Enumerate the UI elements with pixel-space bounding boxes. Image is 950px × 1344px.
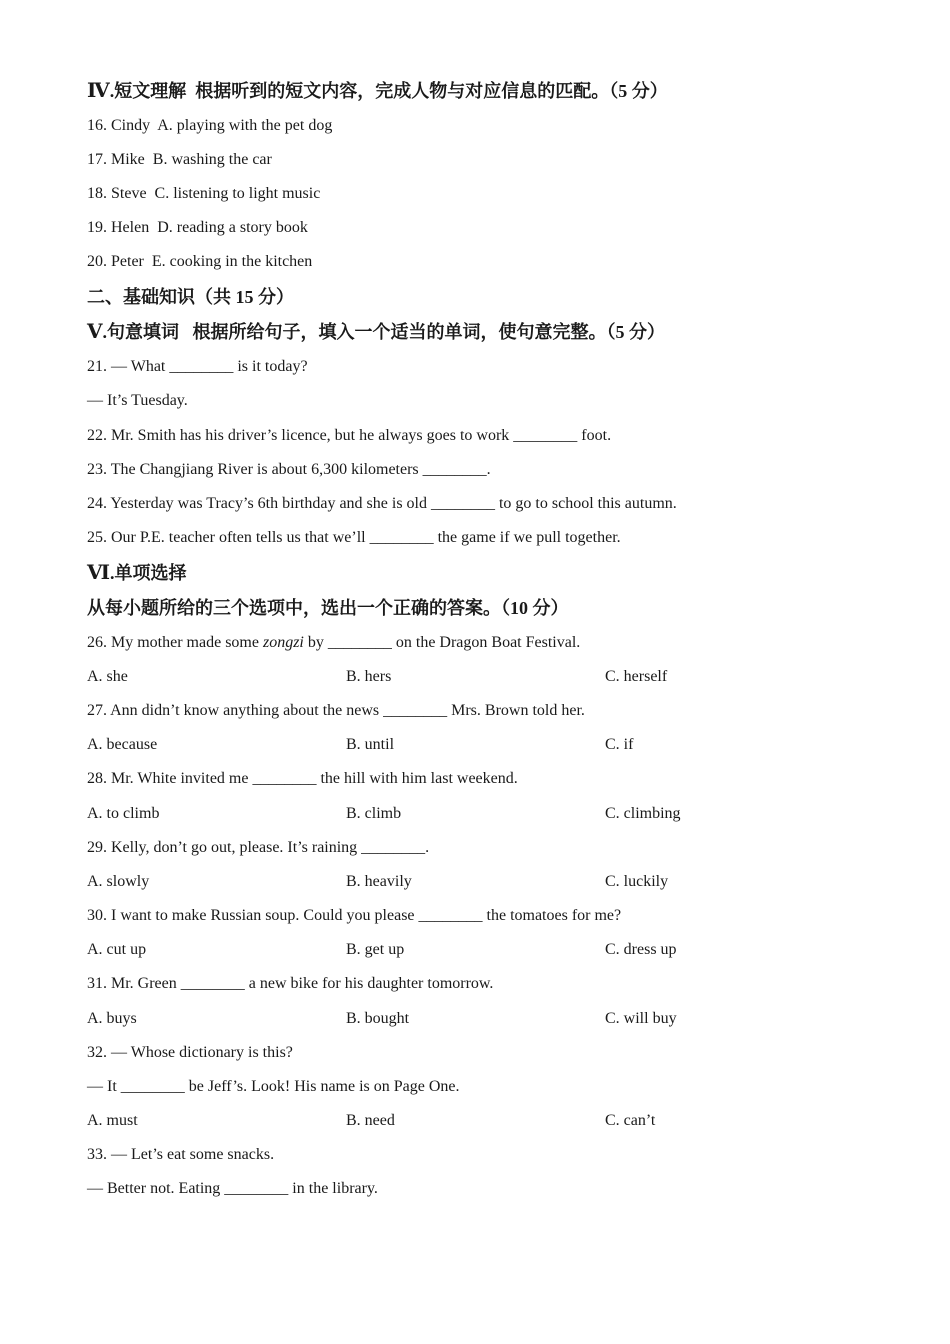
q32-option-b: B. need bbox=[346, 1112, 395, 1129]
q31-option-c: C. will buy bbox=[605, 1010, 677, 1027]
question-26-post: by ________ on the Dragon Boat Festival. bbox=[303, 634, 581, 651]
question-16: 16. Cindy A. playing with the pet dog bbox=[87, 117, 333, 134]
section-4-heading bbox=[87, 79, 668, 103]
q27-option-b: B. until bbox=[346, 736, 395, 753]
question-24: 24. Yesterday was Tracy’s 6th birthday and she is old ________ to go to school this autumn. bbox=[87, 495, 677, 512]
question-26-pre: 26. My mother made some bbox=[87, 634, 263, 651]
q28-option-b: B. climb bbox=[346, 805, 402, 822]
question-21-answer: — It’s Tuesday. bbox=[87, 392, 188, 409]
q30-option-b: B. get up bbox=[346, 941, 405, 958]
question-20: 20. Peter E. cooking in the kitchen bbox=[87, 253, 313, 270]
q31-option-b: B. bought bbox=[346, 1010, 410, 1027]
question-27: 27. Ann didn’t know anything about the news ________ Mrs. Brown told her. bbox=[87, 702, 585, 719]
q26-option-a: A. she bbox=[87, 668, 128, 685]
q30-option-a: A. cut up bbox=[87, 941, 147, 958]
q29-option-b: B. heavily bbox=[346, 873, 412, 890]
section-4-numeral: Ⅳ bbox=[87, 80, 110, 102]
question-18: 18. Steve C. listening to light music bbox=[87, 185, 321, 202]
question-17: 17. Mike B. washing the car bbox=[87, 151, 272, 168]
q28-option-a: A. to climb bbox=[87, 805, 160, 822]
question-29: 29. Kelly, don’t go out, please. It’s raining ________. bbox=[87, 839, 430, 856]
question-31: 31. Mr. Green ________ a new bike for his daughter tomorrow. bbox=[87, 975, 494, 992]
q27-option-c: C. if bbox=[605, 736, 634, 753]
section-6-heading bbox=[87, 561, 187, 585]
question-25: 25. Our P.E. teacher often tells us that we’ll ________ the game if we pull together. bbox=[87, 529, 621, 546]
section-5-title: .句意填词 根据所给句子，填入一个适当的单词，使句意完整。（5 分） bbox=[102, 322, 666, 342]
question-26 bbox=[87, 632, 580, 654]
question-26-italic: zongzi bbox=[262, 634, 304, 651]
question-33: 33. — Let’s eat some snacks. bbox=[87, 1146, 275, 1163]
question-28: 28. Mr. White invited me ________ the hill with him last weekend. bbox=[87, 770, 518, 787]
q30-option-c: C. dress up bbox=[605, 941, 677, 958]
q27-option-a: A. because bbox=[87, 736, 158, 753]
q29-option-c: C. luckily bbox=[605, 873, 669, 890]
q29-option-a: A. slowly bbox=[87, 873, 150, 890]
q26-option-c: C. herself bbox=[605, 668, 668, 685]
question-23: 23. The Changjiang River is about 6,300 kilometers ________. bbox=[87, 461, 491, 478]
question-32-reply: — It ________ be Jeff’s. Look! His name is on Page One. bbox=[87, 1078, 460, 1095]
q31-option-a: A. buys bbox=[87, 1010, 137, 1027]
part-2-heading: 二、基础知识（共 15 分） bbox=[87, 287, 294, 307]
section-6-numeral: Ⅵ bbox=[87, 562, 110, 584]
question-22: 22. Mr. Smith has his driver’s licence, but he always goes to work ________ foot. bbox=[87, 427, 612, 444]
q32-option-c: C. can’t bbox=[605, 1112, 656, 1129]
section-5-numeral: Ⅴ bbox=[87, 321, 103, 343]
question-21: 21. — What ________ is it today? bbox=[87, 358, 308, 375]
question-32: 32. — Whose dictionary is this? bbox=[87, 1044, 293, 1061]
question-19: 19. Helen D. reading a story book bbox=[87, 219, 308, 236]
section-5-heading bbox=[87, 320, 665, 344]
q28-option-c: C. climbing bbox=[605, 805, 681, 822]
q26-option-b: B. hers bbox=[346, 668, 392, 685]
section-6-instruction: 从每小题所给的三个选项中，选出一个正确的答案。（10 分） bbox=[87, 598, 569, 618]
question-33-reply: — Better not. Eating ________ in the library. bbox=[87, 1180, 378, 1197]
section-6-title: .单项选择 bbox=[110, 563, 187, 583]
section-4-title: .短文理解 根据听到的短文内容，完成人物与对应信息的匹配。（5 分） bbox=[109, 81, 668, 101]
q32-option-a: A. must bbox=[87, 1112, 138, 1129]
question-30: 30. I want to make Russian soup. Could you please ________ the tomatoes for me? bbox=[87, 907, 622, 924]
